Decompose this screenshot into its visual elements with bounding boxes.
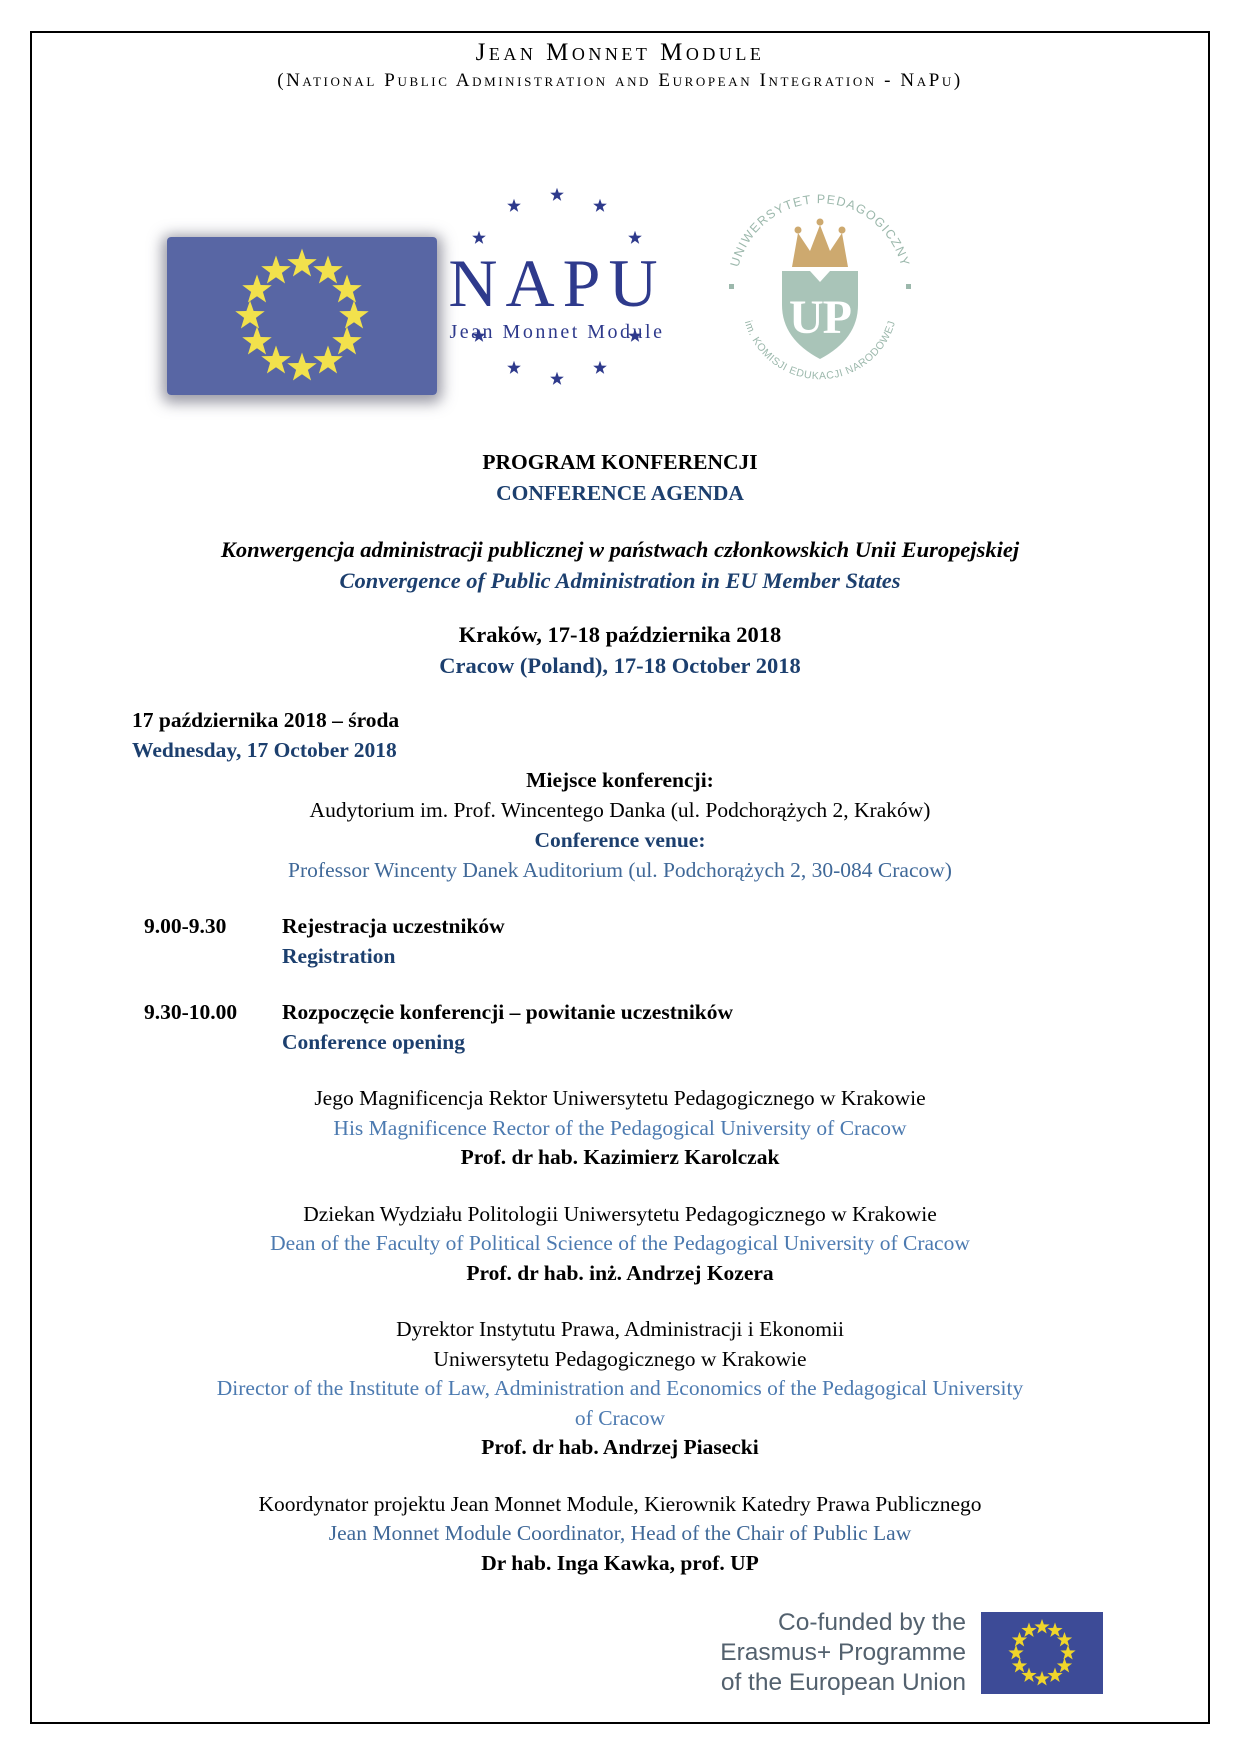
page-title: Jean Monnet Module xyxy=(475,39,765,66)
agenda-place-date-en: Cracow (Poland), 17-18 October 2018 xyxy=(439,653,801,678)
logos-row xyxy=(132,185,1108,423)
speaker-block xyxy=(132,1315,1108,1463)
agenda-date-block xyxy=(132,619,1108,681)
agenda-theme-pl: Konwergencja administracji publicznej w państwach członkowskich Unii Europejskiej xyxy=(220,537,1020,562)
speaker-role-pl: Uniwersytetu Pedagogicznego w Krakowie xyxy=(433,1346,807,1371)
schedule-title-pl: Rejestracja uczestników xyxy=(282,914,505,938)
funding-line: of the European Union xyxy=(720,1669,966,1696)
speaker-role-pl: Dyrektor Instytutu Prawa, Administracji i Ekonomii xyxy=(396,1317,844,1341)
speaker-block xyxy=(132,1084,1108,1173)
funding-text xyxy=(720,1608,966,1698)
venue-label-en: Conference venue: xyxy=(534,828,706,852)
speaker-role-pl: Koordynator projektu Jean Monnet Module, Kierownik Katedry Prawa Publicznego xyxy=(258,1491,982,1516)
speaker-name: Prof. dr hab. Kazimierz Karolczak xyxy=(460,1145,780,1169)
speaker-role-en: of Cracow xyxy=(574,1405,666,1430)
agenda-place-date-pl: Kraków, 17-18 października 2018 xyxy=(458,622,782,647)
napu-logo-icon xyxy=(387,185,727,417)
schedule-title-pl: Rozpoczęcie konferencji – powitanie uczestników xyxy=(282,1000,734,1024)
speaker-role-pl: Jego Magnificencja Rektor Uniwersytetu Pedagogicznego w Krakowie xyxy=(314,1086,926,1110)
agenda-title-block xyxy=(132,447,1108,509)
venue-en: Professor Wincenty Danek Auditorium (ul. Podchorążych 2, 30-084 Cracow) xyxy=(288,858,952,882)
day-block xyxy=(132,705,1108,885)
schedule-title-en: Registration xyxy=(282,944,396,968)
schedule-title-en: Conference opening xyxy=(282,1030,465,1054)
agenda-theme-block xyxy=(132,534,1108,596)
napu-logo xyxy=(387,185,727,417)
agenda-title-pl: PROGRAM KONFERENCJI xyxy=(482,450,758,474)
speaker-role-pl: Dziekan Wydziału Politologii Uniwersytetu Pedagogicznego w Krakowie xyxy=(303,1201,937,1226)
up-logo-monogram: UP xyxy=(789,291,851,344)
schedule-row xyxy=(132,997,1108,1057)
day-date-pl: 17 października 2018 – środa xyxy=(132,708,400,732)
schedule-time: 9.30-10.00 xyxy=(144,1000,238,1024)
venue-pl: Audytorium im. Prof. Wincentego Danka (ul. Podchorążych 2, Kraków) xyxy=(309,798,931,822)
speaker-role-en: His Magnificence Rector of the Pedagogical University of Cracow xyxy=(333,1115,907,1140)
up-book-icon xyxy=(782,271,858,359)
funding-line: Erasmus+ Programme xyxy=(720,1639,966,1666)
page-subtitle: (National Public Administration and European Integration - NaPu) xyxy=(277,70,963,91)
funding-footer xyxy=(720,1608,1103,1698)
page-content xyxy=(32,33,1208,1722)
up-logo-ring-top: UNIWERSYTET PEDAGOGICZNY xyxy=(727,192,913,269)
napu-logo-subtitle: Jean Monnet Module xyxy=(449,321,665,343)
napu-logo-title: NAPU xyxy=(448,245,666,321)
up-logo-icon xyxy=(720,185,920,403)
speaker-name: Prof. dr hab. Andrzej Piasecki xyxy=(481,1435,759,1459)
page-border-frame xyxy=(30,31,1210,1724)
speaker-name: Dr hab. Inga Kawka, prof. UP xyxy=(481,1550,759,1575)
speaker-block xyxy=(132,1490,1108,1579)
agenda-title-en: CONFERENCE AGENDA xyxy=(496,481,744,505)
agenda-theme-en: Convergence of Public Administration in EU Member States xyxy=(339,568,901,593)
speaker-role-en: Director of the Institute of Law, Administration and Economics of the Pedagogical University xyxy=(216,1376,1024,1400)
up-university-logo xyxy=(720,185,920,403)
speaker-role-en: Jean Monnet Module Coordinator, Head of the Chair of Public Law xyxy=(328,1521,912,1545)
up-logo-ring-bottom: im. KOMISJI EDUKACJI NARODOWEJ xyxy=(741,319,899,383)
schedule-time: 9.00-9.30 xyxy=(144,914,227,938)
funding-line: Co-funded by the xyxy=(778,1609,966,1636)
speaker-block xyxy=(132,1200,1108,1289)
eu-flag-footer-logo xyxy=(981,1612,1103,1694)
speaker-name: Prof. dr hab. inż. Andrzej Kozera xyxy=(466,1260,774,1285)
speaker-role-en: Dean of the Faculty of Political Science of the Pedagogical University of Cracow xyxy=(270,1231,970,1255)
venue-label-pl: Miejsce konferencji: xyxy=(526,768,714,792)
schedule-row xyxy=(132,911,1108,971)
up-crown-icon xyxy=(792,219,848,268)
eu-flag-footer-icon xyxy=(981,1612,1103,1694)
day-date-en: Wednesday, 17 October 2018 xyxy=(132,738,397,762)
